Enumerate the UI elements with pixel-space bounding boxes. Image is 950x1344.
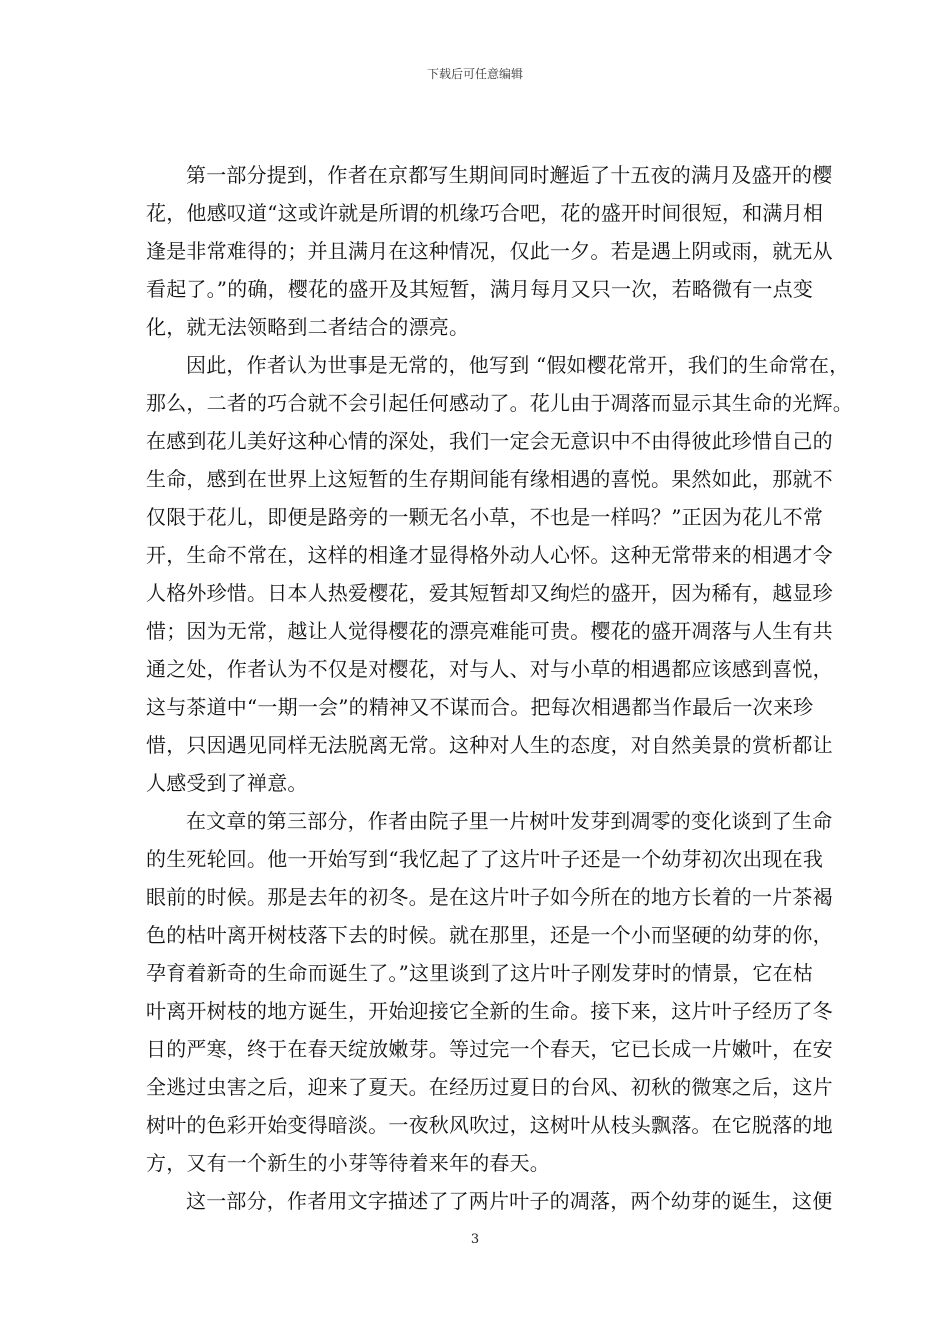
text-line: 日的严寒，终于在春天绽放嫩芽。等过完一个春天，它已长成一片嫩叶，在安 bbox=[146, 1037, 833, 1061]
text-line: 这一部分，作者用文字描述了了两片叶子的凋落，两个幼芽的诞生，这便 bbox=[186, 1189, 833, 1213]
text-line: 在感到花儿美好这种心情的深处，我们一定会无意识中不由得彼此珍惜自己的 bbox=[146, 429, 833, 453]
text-line: 惜；因为无常，越让人觉得樱花的漂亮难能可贵。樱花的盛开凋落与人生有共 bbox=[146, 619, 833, 643]
text-line: 逢是非常难得的；并且满月在这种情况，仅此一夕。若是遇上阴或雨，就无从 bbox=[146, 239, 833, 263]
page-header: 下载后可任意编辑 bbox=[426, 67, 523, 81]
text-line: 那么，二者的巧合就不会引起任何感动了。花儿由于凋落而显示其生命的光辉。 bbox=[146, 391, 853, 415]
text-line: 通之处，作者认为不仅是对樱花，对与人、对与小草的相遇都应该感到喜悦， bbox=[146, 657, 833, 681]
text-line: 在文章的第三部分，作者由院子里一片树叶发芽到凋零的变化谈到了生命 bbox=[186, 809, 833, 833]
text-line: 人感受到了禅意。 bbox=[146, 771, 308, 795]
text-line: 化，就无法领略到二者结合的漂亮。 bbox=[146, 315, 470, 339]
text-line: 第一部分提到，作者在京都写生期间同时邂逅了十五夜的满月及盛开的樱 bbox=[186, 163, 833, 187]
text-line: 惜，只因遇见同样无法脱离无常。这种对人生的态度，对自然美景的赏析都让 bbox=[146, 733, 833, 757]
text-line: 开，生命不常在，这样的相逢才显得格外动人心怀。这种无常带来的相遇才令 bbox=[146, 543, 833, 567]
text-line: 人格外珍惜。日本人热爱樱花，爱其短暂却又绚烂的盛开，因为稀有，越显珍 bbox=[146, 581, 833, 605]
paragraph-2 bbox=[146, 346, 853, 802]
text-line: 的生死轮回。他一开始写到“我忆起了了这片叶子还是一个幼芽初次出现在我 bbox=[146, 847, 824, 871]
text-line: 孕育着新奇的生命而诞生了。”这里谈到了这片叶子刚发芽时的情景，它在枯 bbox=[146, 961, 814, 985]
text-line: 色的枯叶离开树枝落下去的时候。就在那里，还是一个小而坚硬的幼芽的你， bbox=[146, 923, 833, 947]
text-line: 树叶的色彩开始变得暗淡。一夜秋风吹过，这树叶从枝头飘落。在它脱落的地 bbox=[146, 1113, 833, 1137]
text-line: 花，他感叹道“这或许就是所谓的机缘巧合吧，花的盛开时间很短，和满月相 bbox=[146, 201, 824, 225]
text-line: 因此，作者认为世事是无常的，他写到 “假如樱花常开，我们的生命常在， bbox=[186, 353, 850, 377]
paragraph-3 bbox=[146, 802, 833, 1182]
text-line: 眼前的时候。那是去年的初冬。是在这片叶子如今所在的地方长着的一片茶褐 bbox=[146, 885, 833, 909]
text-line: 看起了。”的确，樱花的盛开及其短暂，满月每月又只一次，若略微有一点变 bbox=[146, 277, 814, 301]
text-line: 全逃过虫害之后，迎来了夏天。在经历过夏日的台风、初秋的微寒之后，这片 bbox=[146, 1075, 833, 1099]
text-line: 仅限于花儿，即便是路旁的一颗无名小草，不也是一样吗？”正因为花儿不常 bbox=[146, 505, 824, 529]
text-line: 方，又有一个新生的小芽等待着来年的春天。 bbox=[146, 1151, 550, 1175]
text-line: 这与茶道中“一期一会”的精神又不谋而合。把每次相遇都当作最后一次来珍 bbox=[146, 695, 814, 719]
paragraph-4 bbox=[146, 1182, 833, 1220]
paragraph-1 bbox=[146, 156, 833, 346]
text-line: 生命，感到在世界上这短暂的生存期间能有缘相遇的喜悦。果然如此，那就不 bbox=[146, 467, 833, 491]
document-body bbox=[146, 156, 853, 1220]
page-number: 3 bbox=[470, 1232, 480, 1247]
text-line: 叶离开树枝的地方诞生，开始迎接它全新的生命。接下来，这片叶子经历了冬 bbox=[146, 999, 833, 1023]
